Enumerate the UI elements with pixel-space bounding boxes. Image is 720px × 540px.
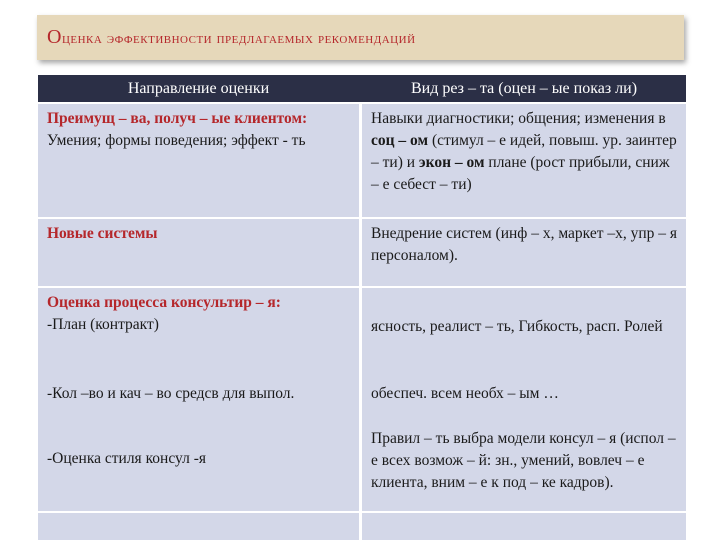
- slide-title-rest: ценка эффективности предлагаемых рекомендаций: [61, 30, 416, 47]
- row3-right-resources: обеспеч. всем необх – ым …: [371, 385, 559, 402]
- row1-right-part-c: (стимул – е идей, повыш. ур. заинтер – ти) и: [371, 132, 677, 171]
- row3-left-style: -Оценка стиля консул -я: [47, 450, 206, 467]
- row3-right-cell: [362, 288, 686, 511]
- row1-right-bold-soc: соц – ом: [371, 132, 429, 149]
- row1-right-cell: [362, 104, 686, 196]
- row1-right-part-a: Навыки диагностики; общения; изменения в: [371, 110, 666, 127]
- table-row: [38, 219, 686, 286]
- column-divider: [359, 513, 362, 540]
- slide-title-banner: [37, 15, 684, 60]
- slide-title: [47, 26, 416, 49]
- row1-left-text: Умения; формы поведения; эффект - ть: [47, 132, 306, 149]
- row3-left-plan: -План (контракт): [47, 316, 159, 333]
- row3-left-heading: Оценка процесса консультир – я:: [47, 294, 281, 311]
- row2-left-cell: [38, 219, 359, 245]
- header-result-type: Вид рез – та (оцен – ые показ ли): [410, 80, 638, 97]
- row3-left-cell: [38, 288, 359, 511]
- row1-left-cell: [38, 104, 359, 152]
- row3-right-plan: ясность, реалист – ть, Гибкость, расп. Ролей: [371, 318, 663, 335]
- row2-right-cell: [362, 219, 686, 267]
- row3-right-style: Правил – ть выбра модели консул – я (испол – е всех возмож – й: зн., умений, вовлеч – е клиента, вним – е к под – ке кадров).: [371, 430, 676, 491]
- row1-left-heading: Преимущ – ва, получ – ые клиентом:: [47, 110, 308, 127]
- row1-right-part-d: плане (рост прибыли, сниж – е себест – ти): [371, 154, 670, 193]
- table-row: [38, 104, 686, 217]
- row2-right-text: Внедрение систем (инф – х, маркет –х, упр – я персоналом).: [371, 225, 678, 264]
- table-header: [38, 75, 686, 102]
- header-direction: Направление оценки: [127, 80, 270, 97]
- table-row-empty: [38, 513, 686, 540]
- slide-title-initial: О: [47, 26, 62, 48]
- row3-left-resources: -Кол –во и кач – во средсв для выпол.: [47, 385, 295, 402]
- row1-right-bold-econ: экон – ом: [418, 154, 485, 171]
- row2-left-heading: Новые системы: [47, 225, 158, 242]
- evaluation-table: [38, 75, 686, 540]
- table-row: [38, 288, 686, 511]
